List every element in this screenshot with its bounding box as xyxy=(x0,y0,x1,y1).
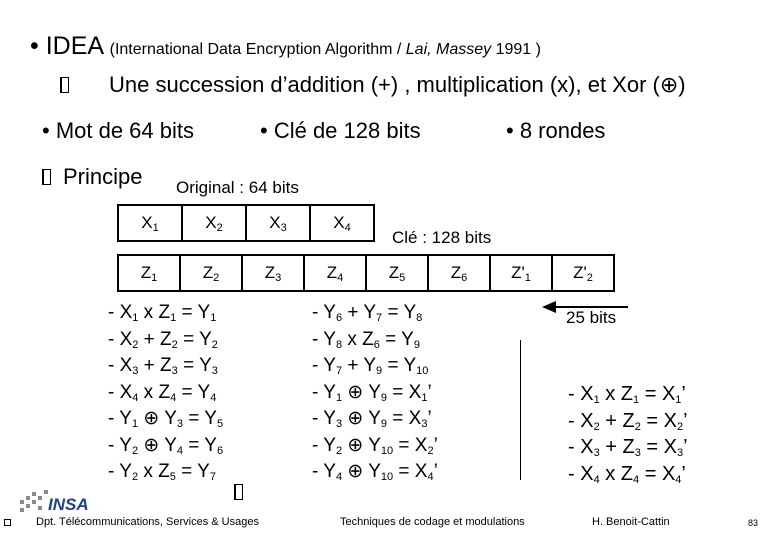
column-divider xyxy=(520,340,521,480)
key-register-cell: $Z_5$ xyxy=(366,255,428,291)
key-register-cell: $Z_1$ xyxy=(118,255,180,291)
equation-line: - $Y_7 + Y_9 = Y_{10}$ xyxy=(312,355,429,377)
footer-department: Dpt. Télécommunications, Services & Usages xyxy=(36,516,259,528)
title-main: • IDEA xyxy=(30,32,103,60)
principe-label: Principe xyxy=(63,164,143,189)
equations-right xyxy=(568,381,688,487)
equation-line: - $X_1$ x $Z_1 = X_1$’ xyxy=(568,383,686,406)
equations-middle xyxy=(312,300,438,486)
key-register-cell: $Z_4$ xyxy=(304,255,366,291)
operations-line xyxy=(60,72,686,98)
feature-word-size: • Mot de 64 bits xyxy=(42,118,195,143)
equation-line: - $Y_3$ ⊕ $Y_9 = X_3$’ xyxy=(312,408,432,430)
equation-line: - $X_4$ x $Z_4 = Y_4$ xyxy=(108,381,217,404)
page-number: 83 xyxy=(748,518,759,528)
equation-line: - $Y_2$ ⊕ $Y_4 = Y_6$ xyxy=(108,434,224,457)
equation-line: - $X_2 + Z_2 = X_2$’ xyxy=(568,409,688,433)
equation-line: - $Y_8$ x $Z_6 = Y_9$ xyxy=(312,328,420,351)
key-register-cell: $Z_6$ xyxy=(428,255,490,291)
feature-rounds: • 8 rondes xyxy=(506,118,606,143)
equation-line: - $Y_2$ x $Z_5 = Y_7$ xyxy=(108,461,216,483)
equation-line: - $Y_2$ ⊕ $Y_{10} = X_2$’ xyxy=(312,434,438,457)
insa-logo-mark xyxy=(18,486,100,520)
original-register-cell: $X_1$ xyxy=(118,205,182,241)
footer-author: H. Benoit-Cattin xyxy=(592,516,670,528)
equation-line: - $Y_1$ ⊕ $Y_3 = Y_5$ xyxy=(108,408,224,430)
key-register xyxy=(117,254,615,292)
equation-line: - $X_1$ x $Z_1 = Y_1$ xyxy=(108,302,217,324)
bullet-box-icon xyxy=(234,484,243,500)
key-register-cell: $Z_2$ xyxy=(180,255,242,291)
footer-course: Techniques de codage et modulations xyxy=(340,516,525,528)
equation-line: - $X_3 + Z_3 = X_3$’ xyxy=(568,436,688,459)
key-register-cell: $Z'_2$ xyxy=(552,255,614,291)
original-register-cell: $X_4$ xyxy=(310,205,374,241)
insa-logo xyxy=(18,486,100,520)
key-register-cell: $Z'_1$ xyxy=(490,255,552,291)
equations-left xyxy=(108,300,223,486)
bullet-box-icon xyxy=(60,77,69,93)
original-register-cell: $X_2$ xyxy=(182,205,246,241)
logo-text: INSA xyxy=(48,495,89,514)
principe-heading xyxy=(42,164,142,190)
equation-line: - $X_4$ x $Z_4 = X_4$’ xyxy=(568,462,686,486)
title-subtitle: (International Data Encryption Algorithm / Lai, Massey 1991 ) xyxy=(109,41,541,58)
equation-line: - $Y_4$ ⊕ $Y_{10} = X_4$’ xyxy=(312,461,438,483)
footer-marker xyxy=(4,519,11,526)
original-label: Original : 64 bits xyxy=(176,178,299,197)
key-register-cell: $Z_3$ xyxy=(242,255,304,291)
equation-line: - $Y_6 + Y_7 = Y_8$ xyxy=(312,302,423,324)
key-label: Clé : 128 bits xyxy=(392,228,492,247)
operations-text: Une succession d’addition (+) , multiplication (x), et Xor (⊕) xyxy=(109,72,686,97)
shift-label: 25 bits xyxy=(566,308,617,327)
equation-line: - $Y_1$ ⊕ $Y_9 = X_1$’ xyxy=(312,381,432,404)
slide-title xyxy=(30,32,541,61)
equation-line: - $X_3 + Z_3 = Y_3$ xyxy=(108,355,218,377)
original-register-cell: $X_3$ xyxy=(246,205,310,241)
original-register xyxy=(117,204,375,242)
bullet-box-icon xyxy=(42,169,51,185)
equation-line: - $X_2 + Z_2 = Y_2$ xyxy=(108,328,218,351)
feature-key-size: • Clé de 128 bits xyxy=(260,118,421,143)
